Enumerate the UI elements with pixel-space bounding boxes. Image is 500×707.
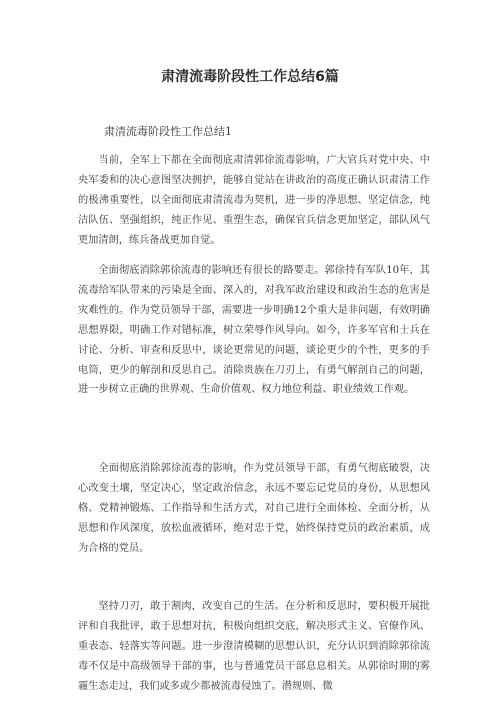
section-heading: 肃清流毒阶段性工作总结1 — [104, 125, 232, 138]
paragraph: 当前，全军上下都在全面彻底肃清郭徐流毒影响，广大官兵对党中央、中央军委和的决心意图坚决拥护，能够自觉站在讲政治的高度正确认识肃清工作的极沸重要性，以全面彻底肃清流毒为契机，进一步的净思想、坚定信念，纯洁队伍、坚强组织，纯正作见、重塑生态，确保官兵信念更加坚定，部队风气更加清朗，练兵备战更加自觉。 — [78, 155, 430, 246]
paragraph: 坚持刀刃，敢于割肉，改变自己的生活。在分析和反思时，要积极开展批评和自我批评，敢于思想对抗，积极向组织交底，解决形式主义、官僚作风、重表态、轻落实等问题。进一步澄清模糊的思想认识，充分认识到消除郭徐流毒不仅是中高级领导干部的事，也与普通党员干部息息相关。从郭徐时期的雾霾生态走过，我们或多或少都被流毒侵蚀了。潜规则、微 — [78, 601, 430, 692]
document-title: 肃清流毒阶段性工作总结6篇 — [161, 69, 339, 85]
paragraph: 全面彻底消除郭徐流毒的影响还有很长的路要走。郭徐持有军队10年，其流毒给军队带来的污染是全面、深入的，对我军政治建设和政治生态的危害是灾难性的。作为党员领导干部，需要进一步明确12个重大是非问题，有效明确思想界限，明确工作对错标准，树立荣辱作风导向。如今，许多军官和士兵在讨论、分析、审查和反思中，谈论更常见的问题，谈论更少的个性，更多的手电筒，更少的解剖和反思自己。消除贵族在刀刃上，有勇气解剖自己的问题，进一步树立正确的世界观、生命价值观、权力地位利益、职业绩效工作观。 — [78, 265, 430, 396]
paragraph: 全面彻底消除郭徐流毒的影响，作为党员领导干部，有勇气彻底破裂，决心改变土壤，坚定决心，坚定政治信念，永远不要忘记党员的身份，从思想风格、党精神锻炼、工作指导和生活方式，对自己进行全面体检、全面分析，从思想和作风深度，放松血液循环，绝对忠于党，始终保持党员的政治素质，成为合格的党员。 — [78, 463, 430, 554]
